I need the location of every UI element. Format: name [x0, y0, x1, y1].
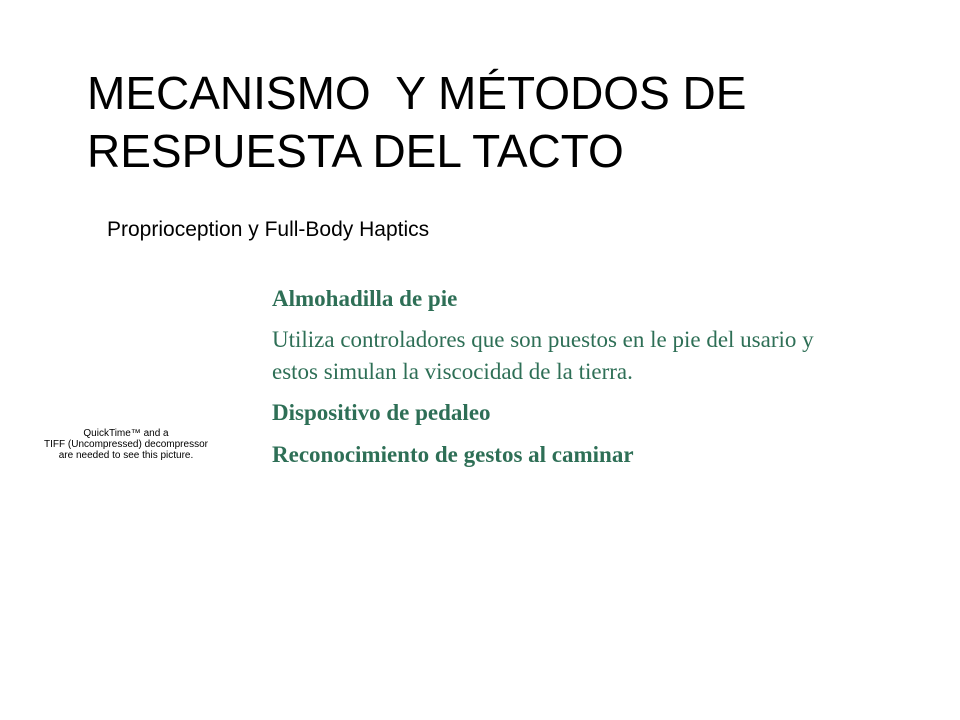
slide-subtitle: Proprioception y Full-Body Haptics	[107, 218, 430, 241]
placeholder-line-2: TIFF (Uncompressed) decompressor	[44, 439, 208, 450]
title-line-2: RESPUESTA DEL TACTO	[87, 125, 624, 177]
heading-gestos: Reconocimiento de gestos al caminar	[272, 442, 634, 467]
image-placeholder	[26, 428, 226, 468]
content-body	[272, 282, 872, 480]
heading-pedaleo: Dispositivo de pedaleo	[272, 400, 491, 425]
heading-almohadilla: Almohadilla de pie	[272, 286, 458, 311]
slide-title	[87, 64, 907, 180]
placeholder-line-1: QuickTime™ and a	[83, 428, 169, 439]
paragraph-almohadilla: Utiliza controladores que son puestos en le pie del usario y estos simulan la viscocidad de la tierra.	[272, 327, 814, 384]
placeholder-line-3: are needed to see this picture.	[58, 450, 194, 461]
title-line-1: MECANISMO Y MÉTODOS DE	[87, 67, 747, 119]
